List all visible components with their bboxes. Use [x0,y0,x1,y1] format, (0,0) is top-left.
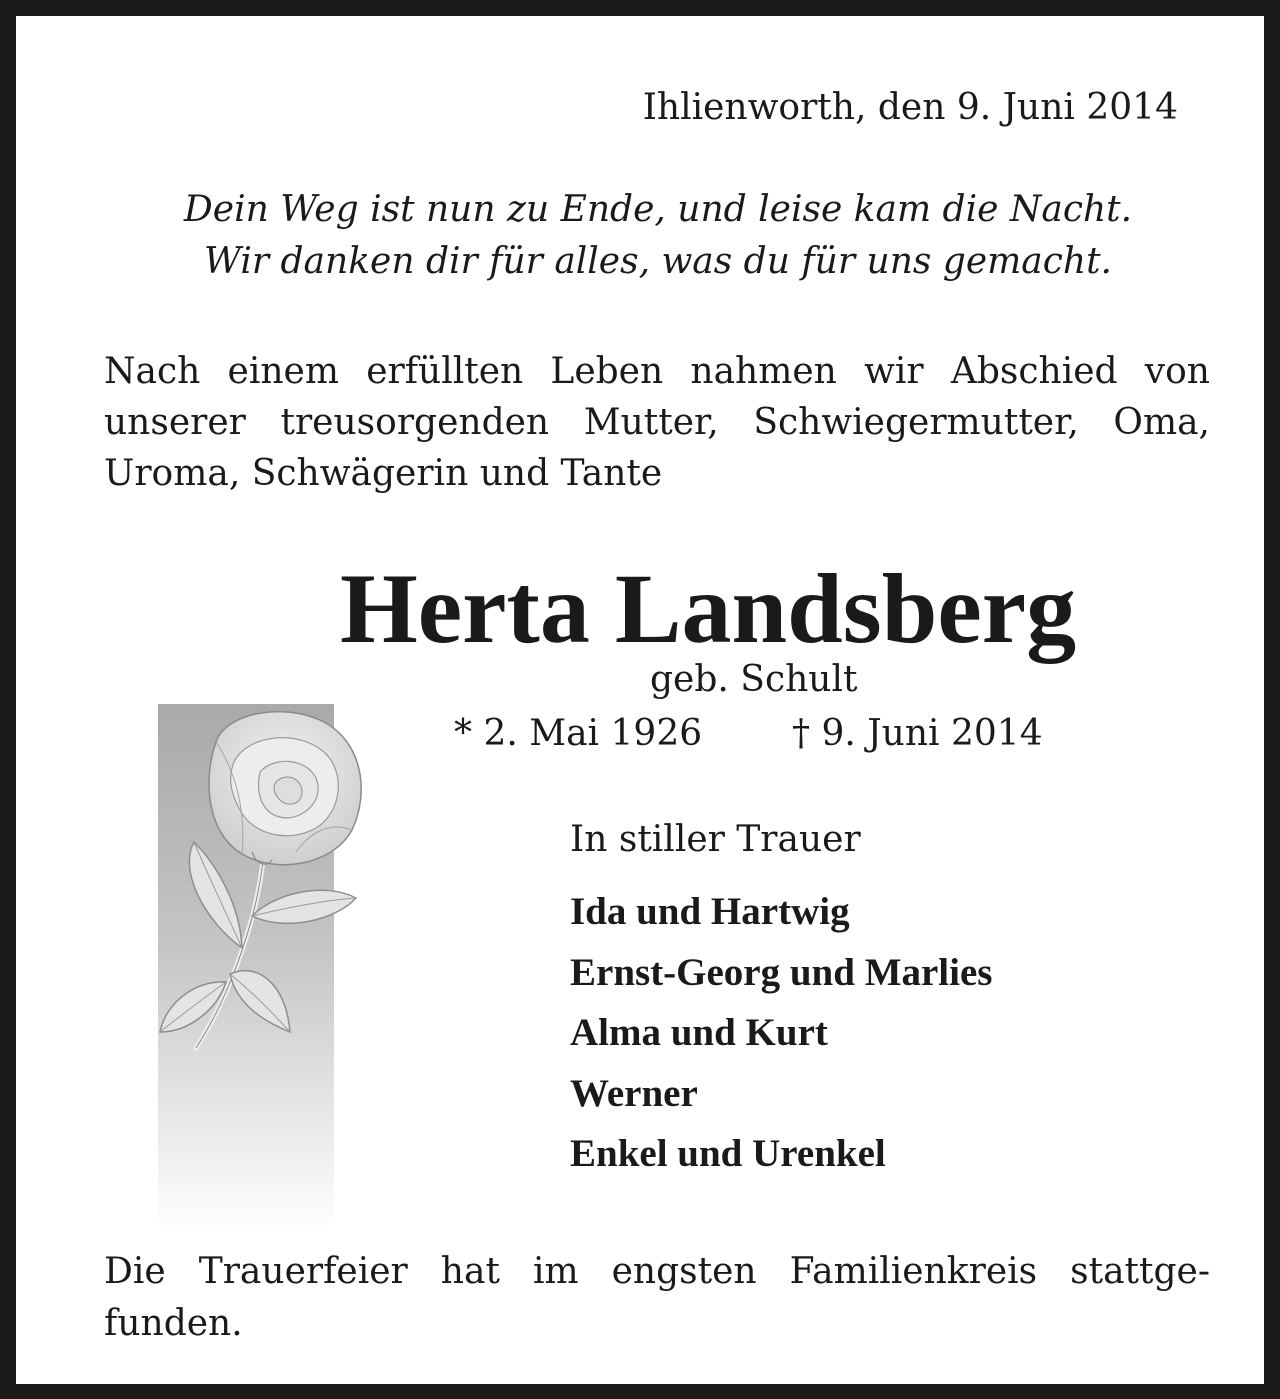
memorial-verse [138,184,1178,288]
verse-line: Wir danken dir für alles, was du für uns gemacht. [203,241,1113,282]
birth-date: * 2. Mai 1926 [454,713,703,754]
death-date: † 9. Juni 2014 [792,713,1043,754]
maiden-name: geb. Schult [650,659,858,700]
family-member: Ida und Hartwig [570,890,850,933]
rose-illustration [156,702,396,1242]
family-member: Werner [570,1071,698,1115]
intro-line: unserer treusorgenden Mutter, Schwiegermutter, Oma, [104,402,1210,443]
family-list [570,882,992,1185]
family-member: Ernst-Georg und Marlies [570,950,993,994]
deceased-name: Herta Landsberg [340,553,1077,664]
closing-line: Die Trauerfeier hat im engsten Familienkreis stattge- [104,1251,1210,1292]
rose-icon [156,702,396,1242]
verse-line: Dein Weg ist nun zu Ende, und leise kam die Nacht. [183,189,1133,230]
family-member: Alma und Kurt [570,1011,828,1054]
mourning-phrase: In stiller Trauer [570,819,861,860]
closing-text [104,1246,1210,1350]
family-member: Enkel und Urenkel [570,1132,886,1175]
intro-line: Nach einem erfüllten Leben nahmen wir Abschied von [104,351,1210,392]
intro-text [104,346,1210,499]
closing-line: funden. [104,1303,243,1344]
place-date: Ihlienworth, den 9. Juni 2014 [642,87,1178,128]
intro-line: Uroma, Schwägerin und Tante [104,453,663,494]
